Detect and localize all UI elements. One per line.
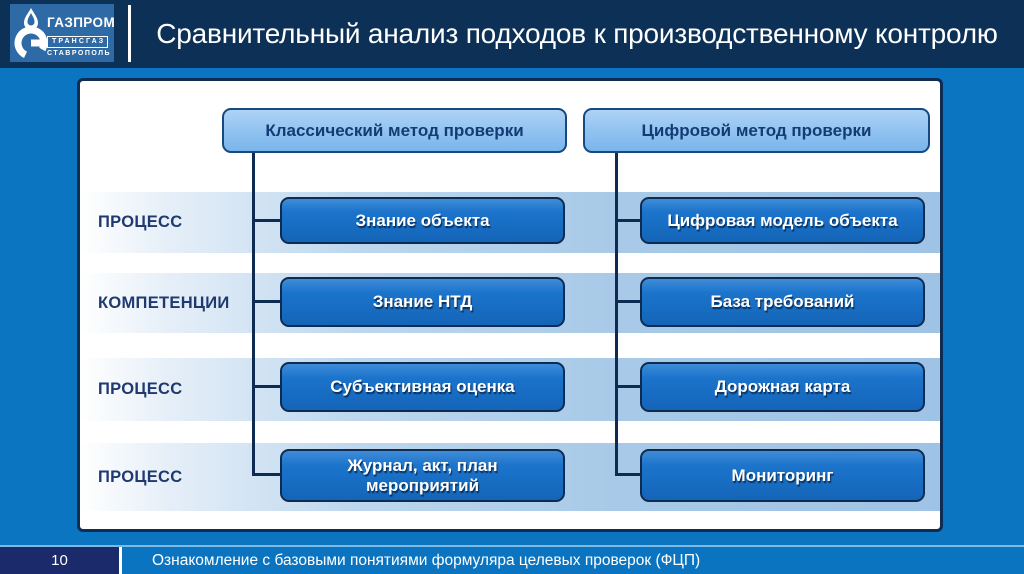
node-digital-row3: Дорожная карта (640, 362, 925, 412)
logo-word-gazprom: ГАЗПРОМ (47, 15, 116, 30)
gazprom-logo (10, 4, 114, 62)
node-digital-row2: База требований (640, 277, 925, 327)
node-classic-row3: Субъективная оценка (280, 362, 565, 412)
connector-classic-tick-3 (252, 385, 280, 388)
gazprom-logo-text (47, 16, 115, 58)
footer-bar (0, 547, 1024, 574)
row-label-1: ПРОЦЕСС (98, 213, 183, 231)
connector-classic-tick-4 (252, 473, 280, 476)
connector-digital-tick-3 (615, 385, 640, 388)
column-header-classic: Классический метод проверки (222, 108, 567, 153)
row-label-3: ПРОЦЕСС (98, 380, 183, 398)
node-classic-row2: Знание НТД (280, 277, 565, 327)
connector-classic-vertical (252, 153, 255, 476)
node-classic-row1: Знание объекта (280, 197, 565, 244)
connector-digital-tick-2 (615, 300, 640, 303)
row-label-4: ПРОЦЕСС (98, 467, 183, 486)
node-digital-row4: Мониторинг (640, 449, 925, 502)
footer-caption: Ознакомление с базовыми понятиями формуляра целевых проверок (ФЦП) (122, 547, 1024, 574)
header-divider (128, 5, 131, 62)
gazprom-flame-icon (14, 8, 50, 62)
column-header-digital: Цифровой метод проверки (583, 108, 930, 153)
row-label-2: КОМПЕТЕНЦИИ (98, 293, 230, 312)
connector-digital-tick-1 (615, 219, 640, 222)
node-classic-row4: Журнал, акт, план мероприятий (280, 449, 565, 502)
page-number: 10 (0, 547, 119, 574)
node-digital-row1: Цифровая модель объекта (640, 197, 925, 244)
connector-classic-tick-1 (252, 219, 280, 222)
slide-title: Сравнительный анализ подходов к производственному контролю (156, 18, 998, 49)
connector-classic-tick-2 (252, 300, 280, 303)
connector-digital-vertical (615, 153, 618, 476)
logo-word-stavropol: СТАВРОПОЛЬ (47, 50, 112, 57)
logo-word-transgaz: ТРАНСГАЗ (47, 36, 108, 48)
header-bar (0, 0, 1024, 68)
connector-digital-tick-4 (615, 473, 640, 476)
